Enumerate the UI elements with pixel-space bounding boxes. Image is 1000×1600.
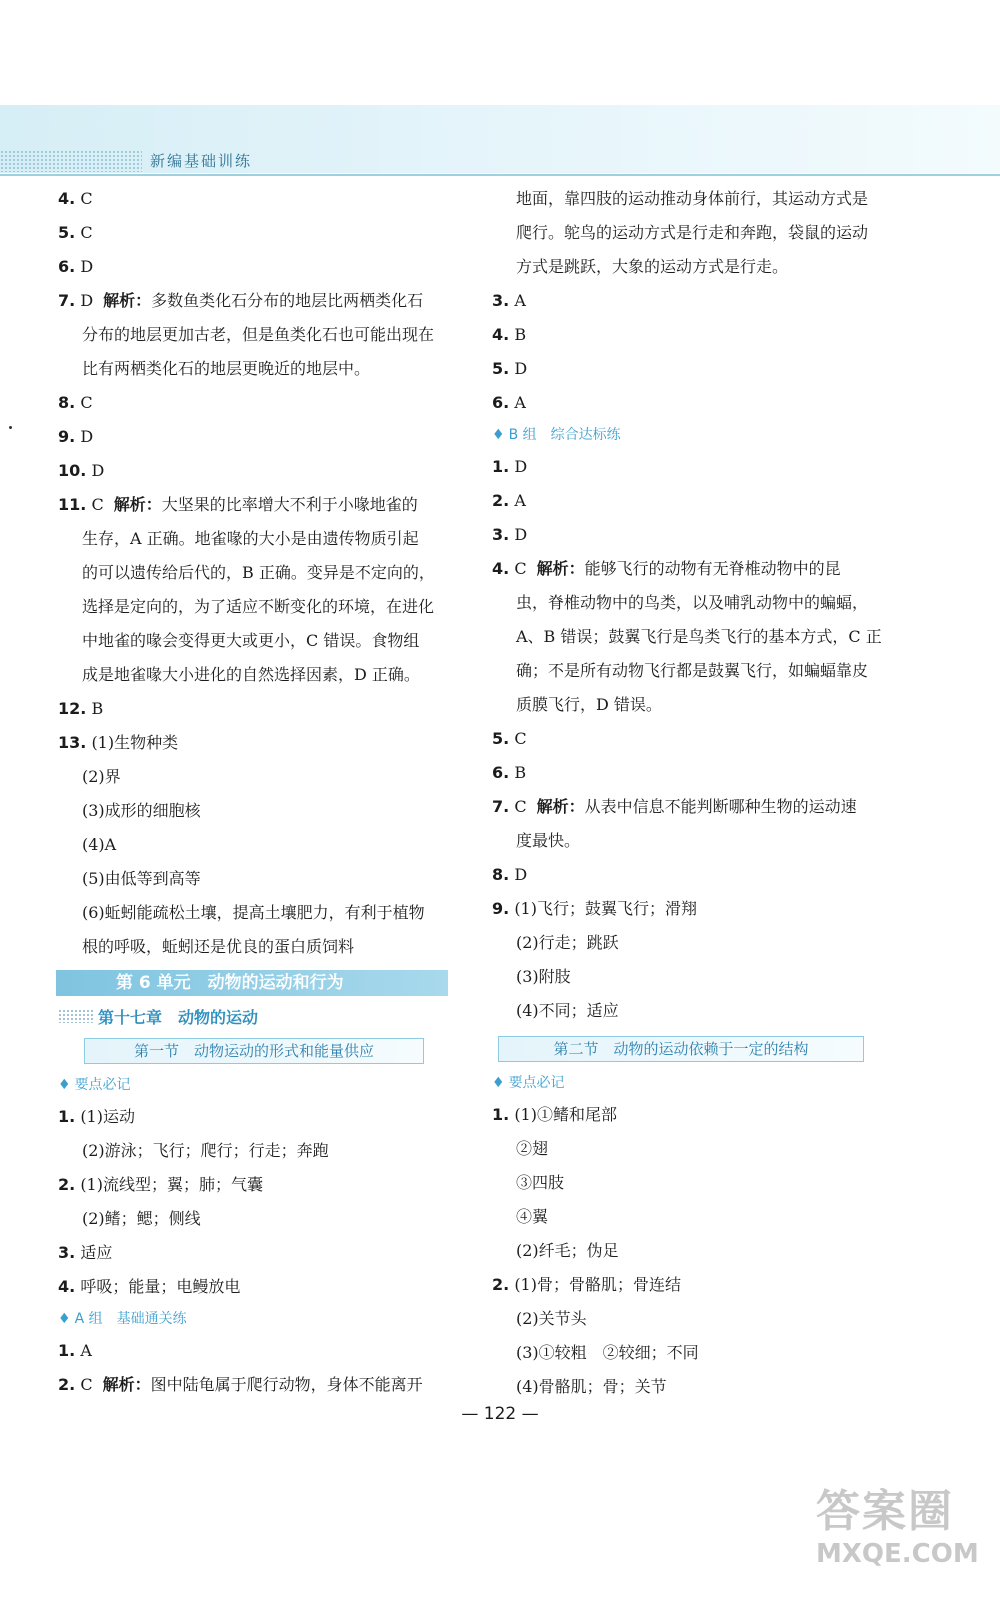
answer-item: 1. D xyxy=(492,457,528,476)
chapter-title: 第十七章 动物的运动 xyxy=(98,1007,259,1027)
answer-cont: 质膜飞行，D 错误。 xyxy=(516,695,662,714)
answer-item: 12. B xyxy=(58,699,104,718)
answer-cont: 地面，靠四肢的运动推动身体前行，其运动方式是 xyxy=(516,189,869,208)
answer-item: 2. C 解析：图中陆龟属于爬行动物，身体不能离开 xyxy=(58,1375,423,1394)
chapter-dots xyxy=(58,1009,94,1023)
unit-title-bar: 第 6 单元 动物的运动和行为 xyxy=(56,970,448,996)
answer-cont: 选择是定向的，为了适应不断变化的环境，在进化 xyxy=(82,597,435,616)
answer-cont: 生存，A 正确。地雀喙的大小是由遗传物质引起 xyxy=(82,529,419,548)
diamond-icon: ♦ xyxy=(58,1077,71,1093)
diamond-icon: ♦ xyxy=(58,1311,71,1327)
diamond-icon: ♦ xyxy=(492,1075,505,1091)
answer-item: 1. (1)①鳍和尾部 xyxy=(492,1105,617,1124)
answer-item: 1. A xyxy=(58,1341,92,1360)
answer-cont: (3)附肢 xyxy=(516,967,571,986)
answer-item: 3. D xyxy=(492,525,528,544)
answer-item: 5. D xyxy=(492,359,528,378)
answer-item: 13. (1)生物种类 xyxy=(58,733,179,752)
answer-cont: 确；不是所有动物飞行都是鼓翼飞行，如蝙蝠靠皮 xyxy=(516,661,869,680)
answer-item: (2)鳍；鳃；侧线 xyxy=(82,1209,201,1228)
answer-item: (2)游泳；飞行；爬行；行走；奔跑 xyxy=(82,1141,329,1160)
answer-cont: 根的呼吸，蚯蚓还是优良的蛋白质饲料 xyxy=(82,937,355,956)
answer-cont: A、B 错误；鼓翼飞行是鸟类飞行的基本方式，C 正 xyxy=(516,627,882,646)
left-column xyxy=(58,182,463,1402)
diamond-icon: ♦ xyxy=(492,427,505,443)
answer-item: 4. C xyxy=(58,189,93,208)
answer-item: 9. D xyxy=(58,427,94,446)
watermark-text: 答案圈 xyxy=(816,1486,954,1537)
answer-cont: (3)①较粗 ②较细；不同 xyxy=(516,1343,699,1362)
header-rule xyxy=(0,174,1000,176)
answer-item: 4. B xyxy=(492,325,527,344)
key-points-heading: ♦ 要点必记 xyxy=(492,1075,565,1091)
header-label: 新编基础训练 xyxy=(150,152,253,170)
answer-item: 11. C 解析：大坚果的比率增大不利于小喙地雀的 xyxy=(58,495,418,514)
watermark-url: MXQE.COM xyxy=(816,1539,979,1569)
answer-item: 2. (1)骨；骨骼肌；骨连结 xyxy=(492,1275,681,1294)
chapter-heading xyxy=(58,1002,463,1030)
section-title-box: 第一节 动物运动的形式和能量供应 xyxy=(84,1038,424,1064)
answer-cont: ④翼 xyxy=(516,1207,549,1226)
answer-cont: (4)不同；适应 xyxy=(516,1001,619,1020)
watermark-logo xyxy=(816,1475,986,1585)
answer-item: 3. 适应 xyxy=(58,1243,113,1262)
group-a-heading: ♦ A 组 基础通关练 xyxy=(58,1311,187,1327)
group-b-heading: ♦ B 组 综合达标练 xyxy=(492,427,621,443)
answer-item: 6. A xyxy=(492,393,526,412)
answer-item: 5. C xyxy=(58,223,93,242)
answer-cont: (2)关节头 xyxy=(516,1309,587,1328)
answer-cont: 分布的地层更加古老，但是鱼类化石也可能出现在 xyxy=(82,325,435,344)
answer-cont: ③四肢 xyxy=(516,1173,565,1192)
answer-item: 4. 呼吸；能量；电鳗放电 xyxy=(58,1277,241,1296)
answer-item: 2. A xyxy=(492,491,526,510)
answer-cont: 爬行。鸵鸟的运动方式是行走和奔跑，袋鼠的运动 xyxy=(516,223,869,242)
key-points-heading: ♦ 要点必记 xyxy=(58,1077,131,1093)
answer-item: 6. B xyxy=(492,763,527,782)
answer-cont: (2)行走；跳跃 xyxy=(516,933,619,952)
answer-cont: 虫，脊椎动物中的鸟类，以及哺乳动物中的蝙蝠， xyxy=(516,593,869,612)
answer-item: 5. C xyxy=(492,729,527,748)
page-number: — 122 — xyxy=(461,1404,539,1424)
section-title-box: 第二节 动物的运动依赖于一定的结构 xyxy=(498,1036,864,1062)
answer-cont: (3)成形的细胞核 xyxy=(82,801,201,820)
answer-item: 10. D xyxy=(58,461,105,480)
answer-cont: 度最快。 xyxy=(516,831,581,850)
answer-cont: 成是地雀喙大小进化的自然选择因素，D 正确。 xyxy=(82,665,420,684)
answer-cont: (2)纤毛；伪足 xyxy=(516,1241,619,1260)
answer-item: 2. (1)流线型；翼；肺；气囊 xyxy=(58,1175,263,1194)
right-column xyxy=(492,182,910,1404)
answer-cont: 方式是跳跃，大象的运动方式是行走。 xyxy=(516,257,789,276)
answer-cont: (4)骨骼肌；骨；关节 xyxy=(516,1377,667,1396)
answer-cont: ②翅 xyxy=(516,1139,549,1158)
stray-mark xyxy=(9,426,12,429)
answer-item: 7. C 解析：从表中信息不能判断哪种生物的运动速 xyxy=(492,797,857,816)
answer-cont: 的可以遗传给后代的，B 正确。变异是不定向的， xyxy=(82,563,435,582)
answer-cont: 中地雀的喙会变得更大或更小，C 错误。食物组 xyxy=(82,631,420,650)
answer-cont: (6)蚯蚓能疏松土壤，提高土壤肥力，有利于植物 xyxy=(82,903,425,922)
answer-cont: (5)由低等到高等 xyxy=(82,869,201,888)
answer-item: 1. (1)运动 xyxy=(58,1107,135,1126)
answer-item: 8. C xyxy=(58,393,93,412)
answer-cont: (4)A xyxy=(82,835,117,854)
answer-cont: (2)界 xyxy=(82,767,121,786)
answer-item: 6. D xyxy=(58,257,94,276)
answer-item: 4. C 解析：能够飞行的动物有无脊椎动物中的昆 xyxy=(492,559,841,578)
header-dot-pattern xyxy=(0,150,142,172)
answer-item: 9. (1)飞行；鼓翼飞行；滑翔 xyxy=(492,899,697,918)
answer-cont: 比有两栖类化石的地层更晚近的地层中。 xyxy=(82,359,371,378)
answer-item: 8. D xyxy=(492,865,528,884)
answer-item: 7. D 解析：多数鱼类化石分布的地层比两栖类化石 xyxy=(58,291,424,310)
answer-item: 3. A xyxy=(492,291,526,310)
